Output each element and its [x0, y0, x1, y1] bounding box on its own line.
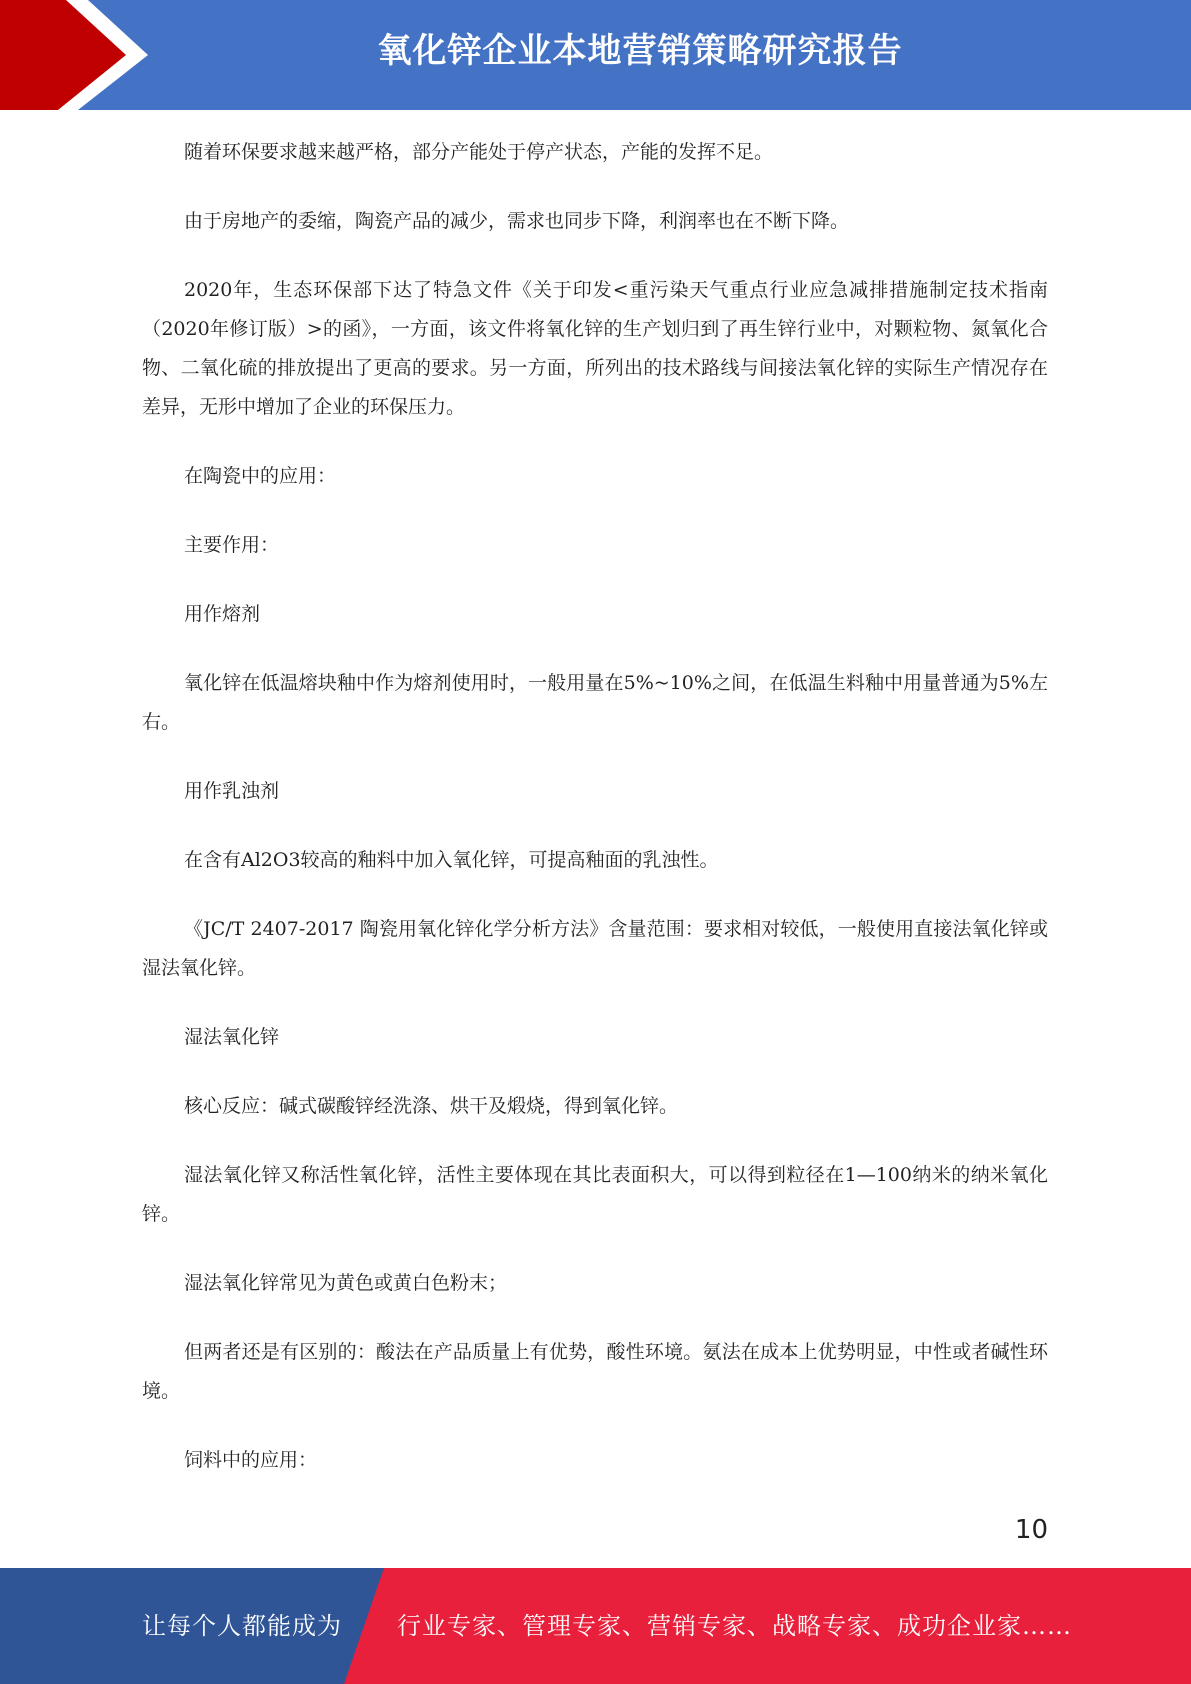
- paragraph: 《JC/T 2407-2017 陶瓷用氧化锌化学分析方法》含量范围：要求相对较低，一般使用直接法氧化锌或湿法氧化锌。: [142, 918, 1048, 979]
- report-title: 氧化锌企业本地营销策略研究报告: [377, 31, 903, 71]
- section-heading: 饲料中的应用：: [184, 1449, 318, 1471]
- body-text: [142, 133, 1048, 1510]
- subheading: 用作熔剂: [184, 603, 261, 625]
- paragraph: 2020年，生态环保部下达了特急文件《关于印发<重污染天气重点行业应急减排措施制定技术指南（2020年修订版）>的函》，一方面，该文件将氧化锌的生产划归到了再生锌行业中，对颗粒物、氮氧化合物、二氧化硫的排放提出了更高的要求。另一方面，所列出的技术路线与间接法氧化锌的实际生产情况存在差异，无形中增加了企业的环保压力。: [142, 279, 1048, 418]
- paragraph: 在含有Al2O3较高的釉料中加入氧化锌，可提高釉面的乳浊性。: [184, 849, 719, 871]
- page-footer: [0, 1568, 1191, 1684]
- paragraph: 由于房地产的委缩，陶瓷产品的减少，需求也同步下降，利润率也在不断下降。: [184, 210, 850, 232]
- subheading: 湿法氧化锌: [184, 1026, 280, 1048]
- section-heading: 主要作用：: [184, 534, 280, 556]
- page-header: [0, 0, 1191, 110]
- page-number: 10: [1014, 1515, 1048, 1545]
- paragraph: 核心反应：碱式碳酸锌经洗涤、烘干及煅烧，得到氧化锌。: [184, 1095, 679, 1117]
- footer-slogan: 让每个人都能成为: [142, 1612, 342, 1640]
- section-heading: 在陶瓷中的应用：: [184, 465, 337, 487]
- subheading: 用作乳浊剂: [184, 780, 280, 802]
- footer-slogan-roles: 行业专家、管理专家、营销专家、战略专家、成功企业家……: [397, 1612, 1072, 1640]
- paragraph: 湿法氧化锌常见为黄色或黄白色粉末；: [184, 1272, 508, 1294]
- paragraph: 湿法氧化锌又称活性氧化锌，活性主要体现在其比表面积大，可以得到粒径在1—100纳米的纳米氧化锌。: [142, 1164, 1048, 1225]
- paragraph: 但两者还是有区别的：酸法在产品质量上有优势，酸性环境。氨法在成本上优势明显，中性或者碱性环境。: [142, 1341, 1048, 1402]
- paragraph: 随着环保要求越来越严格，部分产能处于停产状态，产能的发挥不足。: [184, 141, 774, 163]
- paragraph: 氧化锌在低温熔块釉中作为熔剂使用时，一般用量在5%~10%之间，在低温生料釉中用量普通为5%左右。: [142, 672, 1048, 733]
